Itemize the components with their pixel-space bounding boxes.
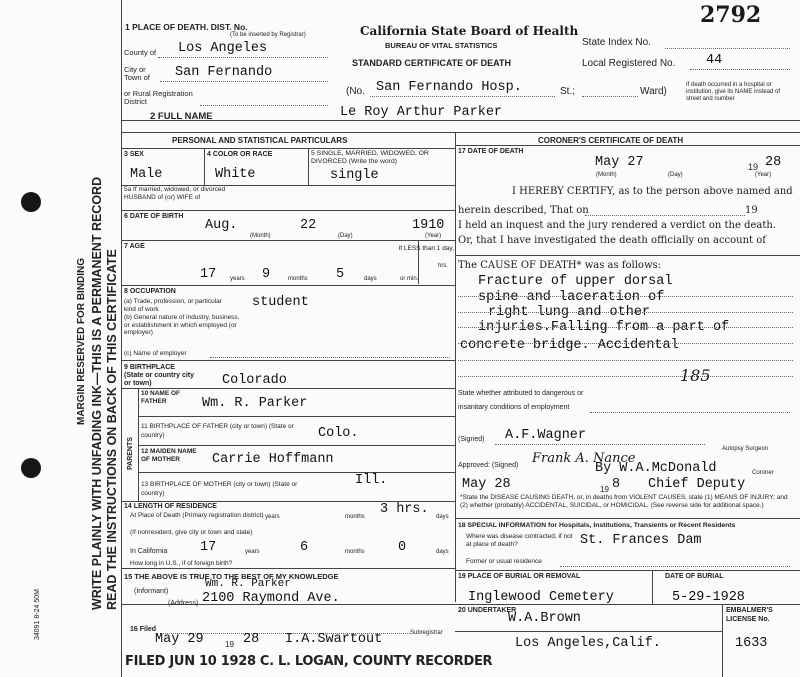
death-day-cap: (Day) (668, 172, 683, 178)
date-of-death-label: 17 DATE OF DEATH (458, 148, 524, 155)
st-label: St.; (560, 86, 576, 97)
mother-birthplace-label: 13 BIRTHPLACE OF MOTHER (city or town) (State or country) (141, 481, 298, 497)
inquest-text: I held an inquest and the jury rendered a verdict on the death. (458, 220, 776, 231)
dob-day: 22 (300, 218, 317, 233)
res-cal-years-cap: years (245, 549, 260, 555)
undertaker-value: W.A.Brown (508, 611, 581, 626)
described-text: herein described, That on (458, 205, 589, 216)
res-days-cap: days (436, 514, 449, 520)
dob-year: 1910 (412, 218, 445, 233)
burial-date-value: 5-29-1928 (672, 590, 745, 605)
age-label: 7 AGE (124, 243, 145, 250)
spouse-label: 5a If married, widowed, or divorced HUSBAND of (or) WIFE of (124, 186, 226, 201)
place-of-death-label: 1 PLACE OF DEATH. DIST. No. (125, 22, 248, 32)
deputy-cap: Chief Deputy (648, 477, 746, 492)
res-us-label: How long in U.S., if of foreign birth? (130, 560, 233, 567)
local-registered-value: 44 (706, 53, 723, 68)
filed-stamp: FILED JUN 10 1928 C. L. LOGAN, COUNTY RECORDER (125, 654, 493, 669)
signed-label: (Signed) (458, 436, 485, 443)
undertaker-address: Los Angeles,Calif. (515, 636, 661, 651)
father-value: Wm. R. Parker (202, 396, 308, 411)
burial-value: Inglewood Cemetery (468, 590, 614, 605)
investigated-text: Or, that I have investigated the death officially on account of (458, 235, 766, 246)
case-number: 185 (680, 366, 711, 385)
filed-year-prefix: 19 (225, 640, 234, 649)
hospital-note: If death occurred in a hospital or institution, give its NAME instead of street and number (686, 82, 781, 102)
sex-label: 3 SEX (124, 151, 144, 158)
marital-value: single (330, 168, 379, 183)
full-name-value: Le Roy Arthur Parker (340, 105, 503, 120)
where-contracted-label: Where was disease contracted, if not at place of death? (466, 533, 573, 548)
dob-month-cap: (Month) (250, 233, 271, 239)
res-cal-days-cap: days (436, 549, 449, 555)
city-label: City or Town of (124, 65, 150, 82)
father-birthplace-label: 11 BIRTHPLACE OF FATHER (city or town) (State or country) (141, 423, 294, 439)
address-cap: (Address) (168, 600, 199, 607)
certificate-number: 2792 (700, 2, 762, 28)
informant-heading: 15 THE ABOVE IS TRUE TO THE BEST OF MY KNOWLEDGE (124, 572, 339, 581)
place-registrar-note: (To be inserted by Registrar) (230, 32, 306, 38)
rural-label: or Rural Registration District (124, 89, 193, 106)
bureau-title: BUREAU OF VITAL STATISTICS (385, 41, 498, 50)
city-value: San Fernando (175, 65, 273, 80)
county-label: County of (124, 48, 157, 57)
cause-line-1: Fracture of upper dorsal (478, 274, 673, 289)
full-name-label: 2 FULL NAME (150, 111, 213, 122)
age-months: 9 (262, 267, 271, 282)
hrs-cap: hrs. (438, 263, 449, 269)
death-year-prefix: 19 (748, 162, 759, 172)
age-months-cap: months (288, 276, 308, 282)
sex-value: Male (130, 167, 163, 182)
cause-line-3: right lung and other (488, 305, 651, 320)
registrar-name: I.A.Swartout (285, 632, 383, 647)
cause-line-2: spine and laceration of (478, 290, 665, 305)
cause-label: The CAUSE OF DEATH* was as follows: (458, 260, 662, 271)
res-california-label: In California (130, 548, 168, 555)
deputy-name: By W.A.McDonald (595, 461, 717, 476)
res-cal-years: 17 (200, 540, 217, 555)
cause-line-5: concrete bridge. Accidental (460, 338, 679, 353)
state-index-label: State Index No. (582, 37, 651, 48)
approved-year-prefix: 19 (600, 485, 609, 494)
mother-label: 12 MAIDEN NAME OF MOTHER (141, 448, 197, 463)
hospital-value: San Fernando Hosp. (376, 80, 522, 95)
age-days: 5 (336, 267, 345, 282)
death-month-day: May 27 (595, 155, 644, 170)
birthplace-value: Colorado (222, 373, 287, 388)
described-year: 19 (745, 205, 758, 216)
undertaker-label: 20 UNDERTAKER (458, 607, 517, 614)
where-contracted-value: St. Frances Dam (580, 533, 702, 548)
filed-label: 16 Filed (130, 626, 157, 633)
former-residence-label: Former or usual residence (466, 558, 542, 565)
mother-birthplace-value: Ill. (355, 473, 388, 488)
res-cal-months-cap: months (345, 549, 365, 555)
res-months-cap: months (345, 514, 365, 520)
dob-month: Aug. (205, 218, 238, 233)
county-value: Los Angeles (178, 41, 268, 56)
res-cal-days: 0 (398, 540, 407, 555)
occupation-b-label: (b) General nature of industry, business, or establishment in which employed (or employer) (124, 314, 240, 336)
filed-year: 28 (243, 632, 260, 647)
embalmer-value: 1633 (735, 636, 768, 651)
residence-label: 14 LENGTH OF RESIDENCE (124, 503, 217, 510)
dangerous-label: State whether attributed to dangerous or (458, 390, 584, 397)
board-title: California State Board of Health (360, 24, 579, 38)
local-registered-label: Local Registered No. (582, 58, 676, 69)
birthplace-label: 9 BIRTHPLACE (State or country city or town) (124, 364, 195, 387)
certificate-title: STANDARD CERTIFICATE OF DEATH (352, 58, 511, 68)
res-cal-months: 6 (300, 540, 309, 555)
coroner-cap: Coroner (752, 470, 774, 476)
cause-footnote: *State the DISEASE CAUSING DEATH, or, in deaths from VIOLENT CAUSES, state (1) MEANS OF INJURY; and (2) whether (probably) ACCIDENTAL, SUICIDAL, or HOMICIDAL. (See reverse side for additional space.) (460, 494, 788, 509)
margin-instructions: READ THE INSTRUCTIONS ON BACK OF THIS CERTIFICATE (105, 249, 119, 610)
personal-heading: PERSONAL AND STATISTICAL PARTICULARS (172, 136, 348, 145)
ward-label: Ward) (640, 86, 667, 97)
parents-side-label: PARENTS (127, 437, 134, 470)
insanitary-label: insanitary conditions of employment (458, 404, 570, 411)
residence-place-label: At Place of Death (Primary registration district) (130, 512, 264, 519)
approved-year: 8 (612, 477, 621, 492)
occupation-label: 8 OCCUPATION (124, 288, 176, 295)
occupation-value: student (252, 295, 309, 310)
death-month-cap: (Month) (596, 172, 617, 178)
surgeon-value: A.F.Wagner (505, 428, 587, 443)
marital-label: 5 SINGLE, MARRIED, WIDOWED, OR DIVORCED (Write the word) (311, 150, 429, 165)
age-years: 17 (200, 267, 217, 282)
age-years-cap: years (230, 276, 245, 282)
informant-cap: (Informant) (134, 588, 169, 595)
punch-hole-bottom (21, 458, 41, 478)
death-year: 28 (765, 155, 782, 170)
no-label: (No. (346, 86, 365, 97)
cause-line-4: injuries.Falling from a part of (478, 320, 730, 335)
res-years-cap: years (265, 514, 280, 520)
burial-label: 19 PLACE OF BURIAL OR REMOVAL (458, 573, 581, 580)
filed-month-day: May 29 (155, 632, 204, 647)
death-year-cap: (Year) (755, 172, 772, 178)
informant-value: Wm. R. Parker (205, 578, 291, 590)
father-birthplace-value: Colo. (318, 426, 359, 441)
address-value: 2100 Raymond Ave. (202, 591, 340, 606)
special-info-label: 18 SPECIAL INFORMATION for Hospitals, Institutions, Transients or Recent Residents (458, 522, 736, 529)
father-label: 10 NAME OF FATHER (141, 390, 181, 405)
embalmer-label: EMBALMER'S LICENSE No. (726, 607, 773, 623)
surgeon-cap: Autopsy Surgeon (722, 446, 769, 452)
less-than-label: If LESS than 1 day, (398, 245, 454, 252)
coroner-heading: CORONER'S CERTIFICATE OF DEATH (538, 136, 684, 145)
certify-text: I HEREBY CERTIFY, as to the person above named and (512, 186, 793, 197)
age-days-cap: days (364, 276, 377, 282)
occupation-c-label: (c) Name of employer (124, 350, 187, 357)
margin-ink-notice: WRITE PLAINLY WITH UNFADING INK—THIS IS A PERMANENT RECORD (90, 176, 104, 610)
subregistrar-cap: Subregistrar (410, 630, 443, 636)
color-label: 4 COLOR OR RACE (207, 151, 273, 158)
mother-value: Carrie Hoffmann (212, 452, 334, 467)
residence-nonres-label: (If nonresident, give city or town and state) (130, 529, 253, 536)
approved-label: Approved: (Signed) (458, 462, 519, 469)
dob-year-cap: (Year) (425, 233, 442, 239)
color-value: White (215, 167, 256, 182)
dob-label: 6 DATE OF BIRTH (124, 213, 184, 220)
occupation-a-label: (a) Trade, profession, or particular kind of work (124, 298, 222, 313)
coroner-name: Frank A. Nance (532, 451, 636, 466)
dob-day-cap: (Day) (338, 233, 353, 239)
margin-binding: MARGIN RESERVED FOR BINDING (76, 257, 87, 425)
form-code: 34091 8-24 50M (34, 589, 41, 640)
burial-date-label: DATE OF BURIAL (665, 573, 724, 580)
res-place-value: 3 hrs. (380, 502, 429, 517)
approved-date: May 28 (462, 477, 511, 492)
min-cap: or min. (400, 276, 419, 282)
punch-hole-top (21, 192, 41, 212)
